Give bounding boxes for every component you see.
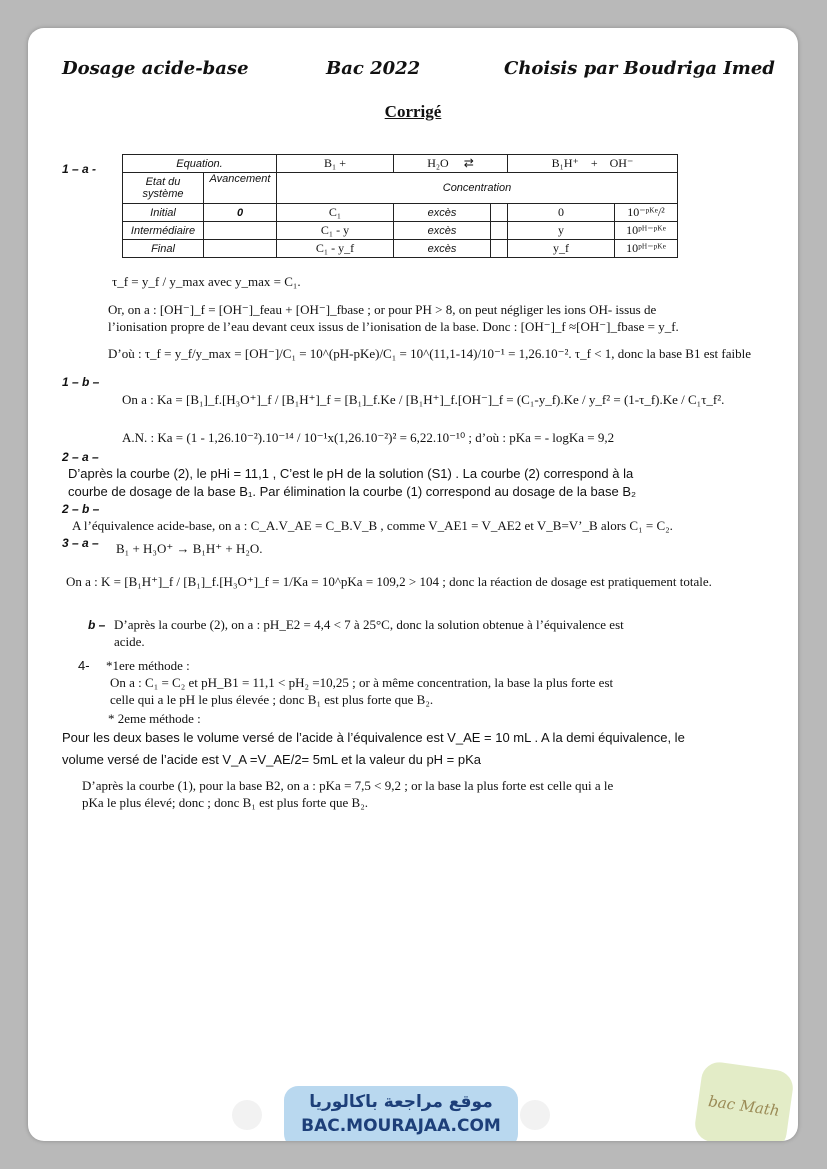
product1-text: B₁H⁺ — [551, 156, 579, 170]
concentration-label: Concentration — [277, 173, 678, 204]
label-3a: 3 – a – — [62, 536, 99, 550]
plus-text: + — [590, 156, 598, 170]
table-row — [123, 173, 678, 204]
advance-cell — [204, 222, 277, 240]
p2-cell: 10ᵖᴴ⁻ᵖᴷᵉ — [615, 222, 678, 240]
state-label: Etat du système — [123, 173, 204, 204]
document-page — [28, 28, 798, 1141]
site-url: BAC.MOURAJAA.COM — [301, 1116, 501, 1136]
label-1a: 1 – a - — [62, 162, 97, 176]
label-1b: 1 – b – — [62, 375, 100, 389]
q2a-line-1: D’après la courbe (2), le pHi = 11,1 , C’est le pH de la solution (S1) . La courbe (2) correspond à la — [68, 466, 634, 481]
k-line: On a : K = [B₁H⁺]_f / [B₁]_f.[H₃O⁺]_f = 1/Ka = 10^pKa = 109,2 > 104 ; donc la réaction de dosage est pratiquement totale. — [66, 574, 712, 589]
header-center: Bac 2022 — [326, 58, 421, 79]
water-text: H₂O — [427, 156, 449, 170]
table-row — [123, 222, 678, 240]
site-logo-left — [232, 1100, 262, 1130]
c1-cell: C₁ - y — [277, 222, 394, 240]
bac-math-badge: bac Math — [693, 1060, 795, 1141]
empty-cell — [491, 222, 508, 240]
label-2b: 2 – b – — [62, 502, 100, 516]
state-cell: Intermédiaire — [123, 222, 204, 240]
method-2-line-3: D’après la courbe (1), pour la base B2, on a : pKa = 7,5 < 9,2 ; or la base la plus forte est celle qui a le — [82, 778, 614, 793]
or-line-2: l’ionisation propre de l’eau devant ceux issus de l’ionisation de la base. Donc : [OH⁻]_f ≈[OH⁻]_fbase = y_f. — [108, 319, 679, 334]
reactant-cell — [277, 155, 394, 173]
q3b-line-1: D’après la courbe (2), on a : pH_E2 = 4,4 < 7 à 25°C, donc la solution obtenue à l’équivalence est — [114, 617, 624, 632]
method-2-line-2: volume versé de l’acide est V_A =V_AE/2= 5mL et la valeur du pH = pKa — [62, 752, 482, 767]
progress-table — [122, 154, 678, 258]
header-left: Dosage acide-base — [62, 58, 249, 79]
label-3b: b – — [88, 618, 106, 632]
method-2-title: * 2eme méthode : — [108, 711, 201, 726]
dou-line: D’où : τ_f = y_f/y_max = [OH⁻]/C₁ = 10^(pH-pKe)/C₁ = 10^(11,1-14)/10⁻¹ = 1,26.10⁻². τ_f < 1, donc la base B1 est faible — [108, 346, 751, 361]
label-4: 4- — [78, 658, 90, 673]
product2-text: OH⁻ — [609, 156, 634, 170]
an-line: A.N. : Ka = (1 - 1,26.10⁻²).10⁻¹⁴ / 10⁻¹x(1,26.10⁻²)² = 6,22.10⁻¹⁰ ; d’où : pKa = - logKa = 9,2 — [122, 430, 615, 445]
advance-cell: 0 — [204, 204, 277, 222]
q2b-line: A l’équivalence acide-base, on a : C_A.V_AE = C_B.V_B , comme V_AE1 = V_AE2 et V_B=V’_B alors C₁ = C₂. — [72, 518, 673, 533]
q3b-line-2: acide. — [114, 634, 145, 649]
p1-cell: y — [508, 222, 615, 240]
empty-cell — [491, 204, 508, 222]
method-1-line-2: celle qui a le pH le plus élevée ; donc B₁ est plus forte que B₂. — [110, 692, 434, 707]
q2a-line-2: courbe de dosage de la base B₁. Par élimination la courbe (1) correspond au dosage de la base B₂ — [68, 484, 637, 499]
c1-cell: C₁ — [277, 204, 394, 222]
table-row — [123, 204, 678, 222]
table-row — [123, 240, 678, 258]
p2-cell: 10⁻ᵖᴷᵉ/² — [615, 204, 678, 222]
products-cell — [508, 155, 678, 173]
equilibrium-arrow: ⇄ — [463, 156, 474, 170]
water-cell: excès — [394, 222, 491, 240]
equation-label: Equation. — [123, 155, 277, 173]
p1-cell: y_f — [508, 240, 615, 258]
p2-cell: 10ᵖᴴ⁻ᵖᴷᵉ — [615, 240, 678, 258]
advance-cell — [204, 240, 277, 258]
method-1-line-1: On a : C₁ = C₂ et pH_B1 = 11,1 < pH₂ =10,25 ; or à même concentration, la base la plus forte est — [110, 675, 614, 690]
q3a-equation: B₁ + H₃O⁺ → B₁H⁺ + H₂O. — [116, 541, 263, 556]
table-row — [123, 155, 678, 173]
site-logo-right — [520, 1100, 550, 1130]
label-2a: 2 – a – — [62, 450, 99, 464]
site-banner[interactable] — [284, 1086, 518, 1141]
p1-cell: 0 — [508, 204, 615, 222]
method-2-line-1: Pour les deux bases le volume versé de l’acide à l’équivalence est V_AE = 10 mL . A la demi équivalence, le — [62, 730, 685, 745]
page-title: Corrigé — [384, 102, 442, 121]
site-name-arabic: موقع مراجعة باكالوريا — [309, 1092, 493, 1112]
state-cell: Final — [123, 240, 204, 258]
water-cell — [394, 155, 508, 173]
tau-definition: τ_f = y_f / y_max avec y_max = C₁. — [112, 274, 301, 289]
c1-cell: C₁ - y_f — [277, 240, 394, 258]
ka-line: On a : Ka = [B₁]_f.[H₃O⁺]_f / [B₁H⁺]_f = [B₁]_f.Ke / [B₁H⁺]_f.[OH⁻]_f = (C₁-y_f).Ke / y_f² = (1-τ_f).Ke / C₁τ_f². — [122, 392, 725, 407]
advance-label: Avancement — [204, 173, 277, 204]
method-2-line-4: pKa le plus élevé; donc ; donc B₁ est plus forte que B₂. — [82, 795, 368, 810]
method-1-title: *1ere méthode : — [106, 658, 190, 673]
header-right: Choisis par Boudriga Imed — [504, 58, 775, 79]
reactant-text: B₁ + — [324, 156, 346, 170]
or-line-1: Or, on a : [OH⁻]_f = [OH⁻]_feau + [OH⁻]_fbase ; or pour PH > 8, on peut négliger les ions OH- issus de — [108, 302, 657, 317]
water-cell: excès — [394, 204, 491, 222]
state-cell: Initial — [123, 204, 204, 222]
water-cell: excès — [394, 240, 491, 258]
empty-cell — [491, 240, 508, 258]
